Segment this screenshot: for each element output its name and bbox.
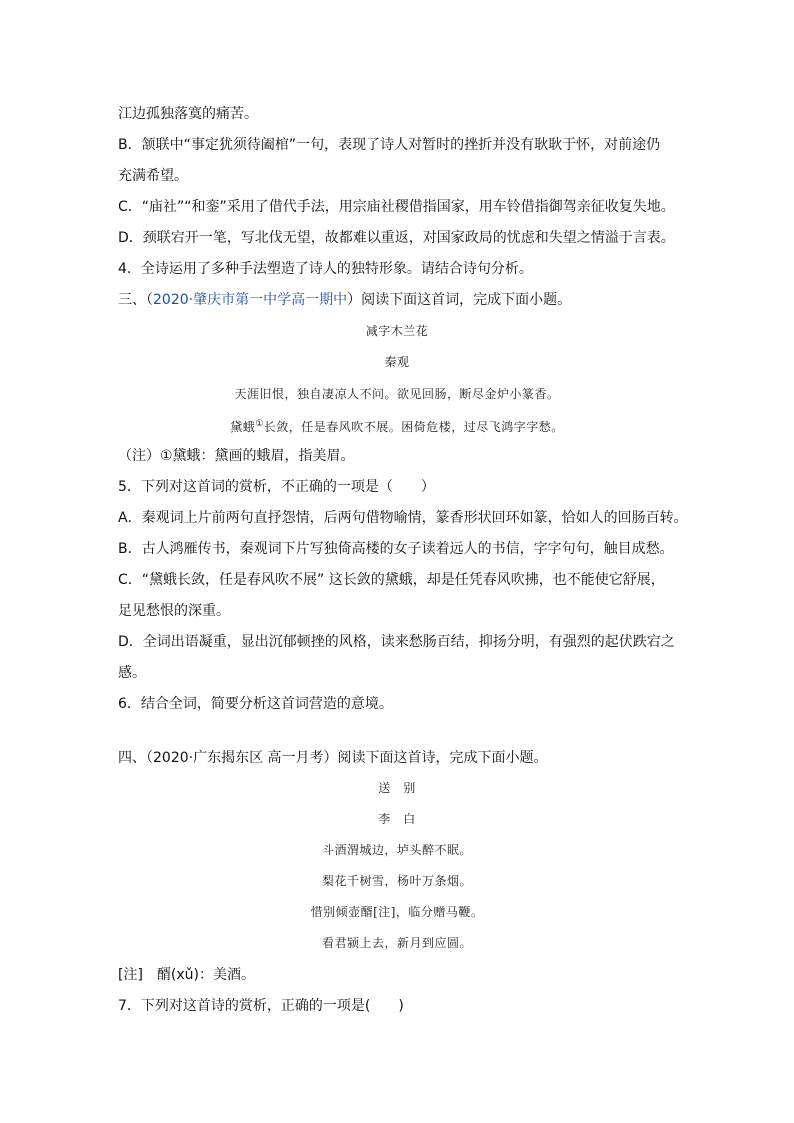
text-line: 江边孤独落寞的痛苦。 [118,106,258,122]
section-prefix: 三、（ [118,292,153,308]
poem-title: 减字木兰花 [365,324,429,338]
question-6: 6．结合全词，简要分析这首词营造的意境。 [118,696,393,712]
note: （注）①黛蛾：黛画的蛾眉，指美眉。 [118,448,355,464]
section-3-heading [118,290,676,310]
poem-title: 送 别 [378,781,416,795]
option-c: C．“庙社”“和銮”采用了借代手法，用宗庙社稷借指国家，用车铃借指御驾亲征收复失地。 [118,199,675,215]
poem-verse: 梨花千树雪，杨叶万条烟。 [321,874,472,888]
option-d-cont: 感。 [118,665,146,681]
verse-part: 黛蛾 [230,420,256,434]
annotation-mark: ① [255,419,264,429]
section-suffix: ）阅读下面这首诗，完成下面小题。 [323,750,548,766]
question-5: 5．下列对这首词的赏析，不正确的一项是（ ） [118,479,435,495]
section-4-heading [118,748,676,768]
section-source: 2020·肇庆市第一中学高一期中 [153,292,348,308]
option-b: B．古人鸿雁传书，秦观词下片写独倚高楼的女子读着远人的书信，字字句句，触目成愁。 [118,541,674,557]
poem-verse: 惜别倾壶醑[注]，临分赠马鞭。 [310,905,484,919]
option-c-cont: 足见愁恨的深重。 [118,603,230,619]
poem-verse [0,415,794,436]
option-d: D．全词出语凝重，显出沉郁顿挫的风格，读来愁肠百结，抑扬分明，有强烈的起伏跌宕之 [118,634,675,650]
option-c: C．“黛蛾长敛，任是春风吹不展” 这长敛的黛蛾，却是任凭春风吹拂，也不能使它舒展， [118,572,665,588]
section-prefix: 四、（ [118,750,153,766]
verse-part: 长敛，任是春风吹不展。困倚危楼，过尽飞鸿字字愁。 [263,420,564,434]
poem-verse: 天涯旧恨，独自凄凉人不问。欲见回肠，断尽金炉小篆香。 [234,387,560,401]
note: [注] 醑(xǔ)：美酒。 [118,967,256,983]
question-4: 4．全诗运用了多种手法塑造了诗人的独特形象。请结合诗句分析。 [118,261,533,277]
poem-author: 李 白 [378,812,416,826]
poem-verse: 斗酒渭城边，垆头醉不眠。 [321,843,472,857]
poem-author: 秦观 [384,355,410,369]
question-7: 7．下列对这首诗的赏析，正确的一项是( ) [118,998,404,1014]
option-d: D．颈联宕开一笔，写北伐无望，故都难以重返，对国家政局的忧虑和失望之情溢于言表。 [118,230,675,246]
text-line: 充满希望。 [118,168,188,184]
section-suffix: ）阅读下面这首词，完成下面小题。 [347,292,572,308]
option-b: B．颔联中“事定犹须待阖棺”一句，表现了诗人对暂时的挫折并没有耿耿于怀，对前途仍 [118,137,661,153]
option-a: A．秦观词上片前两句直抒怨情，后两句借物喻情，篆香形状回环如篆，恰如人的回肠百转。 [118,510,688,526]
poem-verse: 看君颍上去，新月到应圆。 [321,936,472,950]
section-source: 2020·广东揭东区 高一月考 [153,750,324,766]
